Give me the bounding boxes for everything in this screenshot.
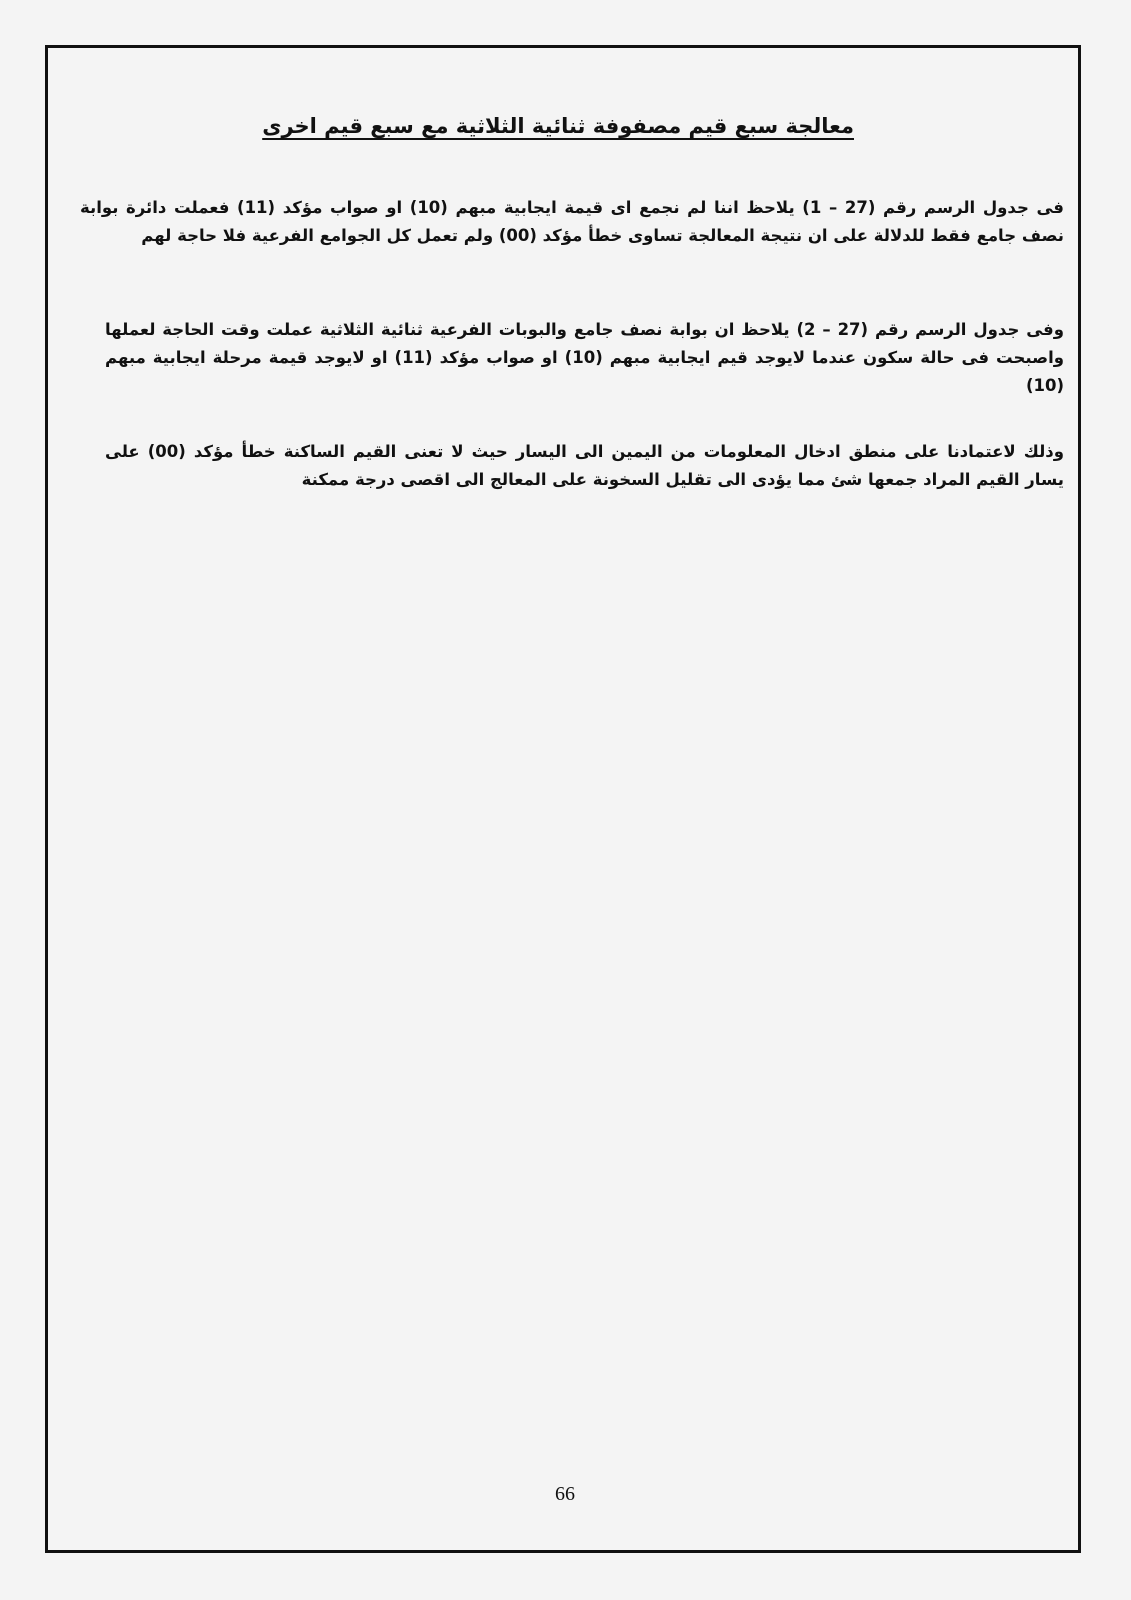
paragraph-3: وذلك لاعتمادنا على منطق ادخال المعلومات من اليمين الى اليسار حيث لا تعنى القيم الساكنة خطأ مؤكد (00) على يسار القيم المراد جمعها شئ مما يؤدى الى تقليل السخونة على المعالج الى اقصى درجة ممكنة [105,442,1064,489]
paragraph-1: فى جدول الرسم رقم (27 – 1) يلاحظ اننا لم نجمع اى قيمة ايجابية مبهم (10) او صواب مؤكد (11) فعملت دائرة بوابة نصف جامع فقط للدلالة على ان نتيجة المعالجة تساوى خطأ مؤكد (00) ولم تعمل كل الجوامع الفرعية فلا حاجة لهم [80,198,1064,245]
page-number: 66 [555,1483,575,1505]
paragraph-2: وفى جدول الرسم رقم (27 – 2) يلاحظ ان بوابة نصف جامع والبوبات الفرعية ثنائية الثلاثية عملت وقت الحاجة لعملها واصبحت فى حالة سكون عندما لايوجد قيم ايجابية مبهم (10) او صواب مؤكد (11) او لايوجد قيمة مرحلة ايجابية مبهم (10) [105,320,1064,395]
page-title: معالجة سبع قيم مصفوفة ثنائية الثلاثية مع سبع قيم اخرى [262,114,854,138]
page-border-frame [45,45,1081,1553]
